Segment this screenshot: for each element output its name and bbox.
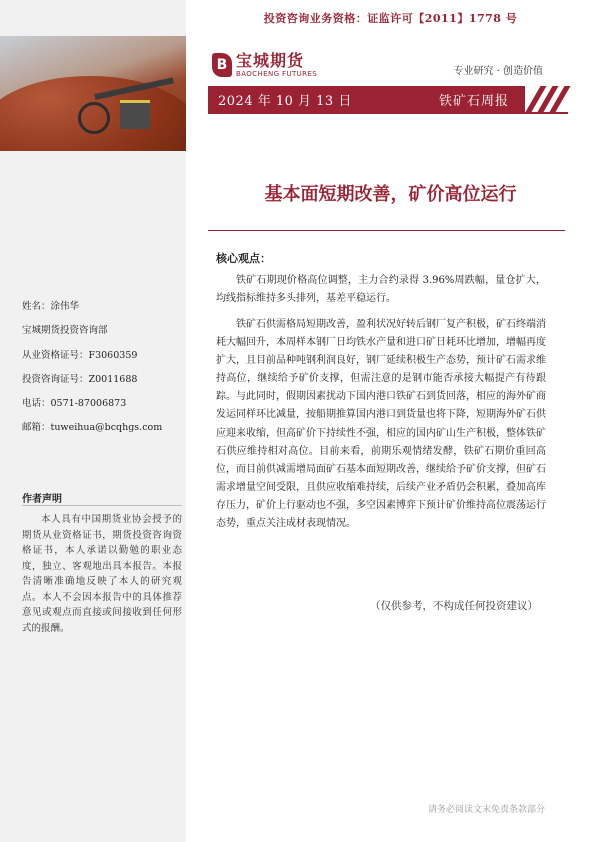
declaration-body: 本人具有中国期货业协会授予的期货从业资格证书，期货投资咨询资格证书，本人承诺以勤勉的职业态度，独立、客观地出具本报告。本报告清晰准确地反映了本人的研究观点。本人不会因本报告中的具体推荐意见或观点而直接或间接收到任何形式的报酬。 <box>22 514 182 634</box>
cover-photo-iron-ore-stacker <box>0 36 186 151</box>
bucket-wheel <box>78 102 110 134</box>
analyst-department: 宝城期货投资咨询部 <box>22 325 108 336</box>
analyst-email[interactable]: 邮箱：tuweihua@bcqhgs.com <box>22 422 163 433</box>
logo-en: BAOCHENG FUTURES <box>236 70 318 78</box>
stacker-body <box>120 100 150 129</box>
report-date: 2024 年 10 月 13 日 <box>218 93 352 109</box>
report-banner <box>208 86 525 112</box>
logo-cn: 宝城期货 <box>236 51 305 70</box>
banner-stripes <box>525 86 575 112</box>
analyst-license: 从业资格证号：F3060359 <box>22 350 138 361</box>
paragraph-analysis: 铁矿石供需格局短期改善，盈利状况好转后钢厂复产积极，矿石终端消耗大幅回升，本周样本钢厂日均铁水产量和进口矿日耗环比增加，增幅再度扩大，且目前品种吨钢利润良好，钢厂延续积极生产态势，预计矿石需求维持高位，继续给予矿价支撑，但需注意的是钢市能否承接大幅提产有待跟踪。与此同时，假期因素扰动下国内港口铁矿石到货回落，相应的海外矿商发运同样环比减量，按船期推算国内港口到货量也将下降，短期海外矿石供应迎来收缩，但高矿价下持续性不强，相应的国内矿山生产积极，整体铁矿石供应维持相对高位。目前来看，前期乐观情绪发酵，铁矿石期价重回高位，而目前供减需增局面矿石基本面短期改善，继续给予矿价支撑，但矿石需求增量空间受限，且供应收缩难持续，后续产业矛盾仍会积累，叠加高库存压力，矿价上行驱动也不强，多空因素博弈下预计矿价维持高位震荡运行态势，重点关注成材表现情况。 <box>216 319 546 530</box>
disclaimer: （仅供参考，不构成任何投资建议） <box>370 600 538 612</box>
declaration-rule <box>22 505 182 506</box>
banner-rule <box>208 112 568 114</box>
report-type: 铁矿石周报 <box>438 93 509 109</box>
footer-note: 请务必阅读文末免责条款部分 <box>427 805 545 815</box>
slogan: 专业研究 · 创造价值 <box>453 66 543 77</box>
analyst-phone: 电话：0571-87006873 <box>22 398 127 409</box>
core-view-title: 核心观点： <box>216 252 271 265</box>
logo-mark-icon: B <box>212 53 232 77</box>
company-logo <box>212 52 317 78</box>
qualification-line: 投资咨询业务资格：证监许可【2011】1778 号 <box>263 12 518 25</box>
analyst-investment-license: 投资咨询证号：Z0011688 <box>22 374 138 385</box>
declaration-title: 作者声明 <box>22 494 62 505</box>
analyst-name: 姓名：涂伟华 <box>22 301 80 312</box>
headline: 基本面短期改善，矿价高位运行 <box>264 184 517 205</box>
logo-text <box>236 52 317 78</box>
paragraph-summary: 铁矿石期现价格高位调整，主力合约录得 3.96%周跌幅，量仓扩大，均线指标维持多头排列，基差平稳运行。 <box>216 275 546 305</box>
headline-rule <box>208 230 565 231</box>
